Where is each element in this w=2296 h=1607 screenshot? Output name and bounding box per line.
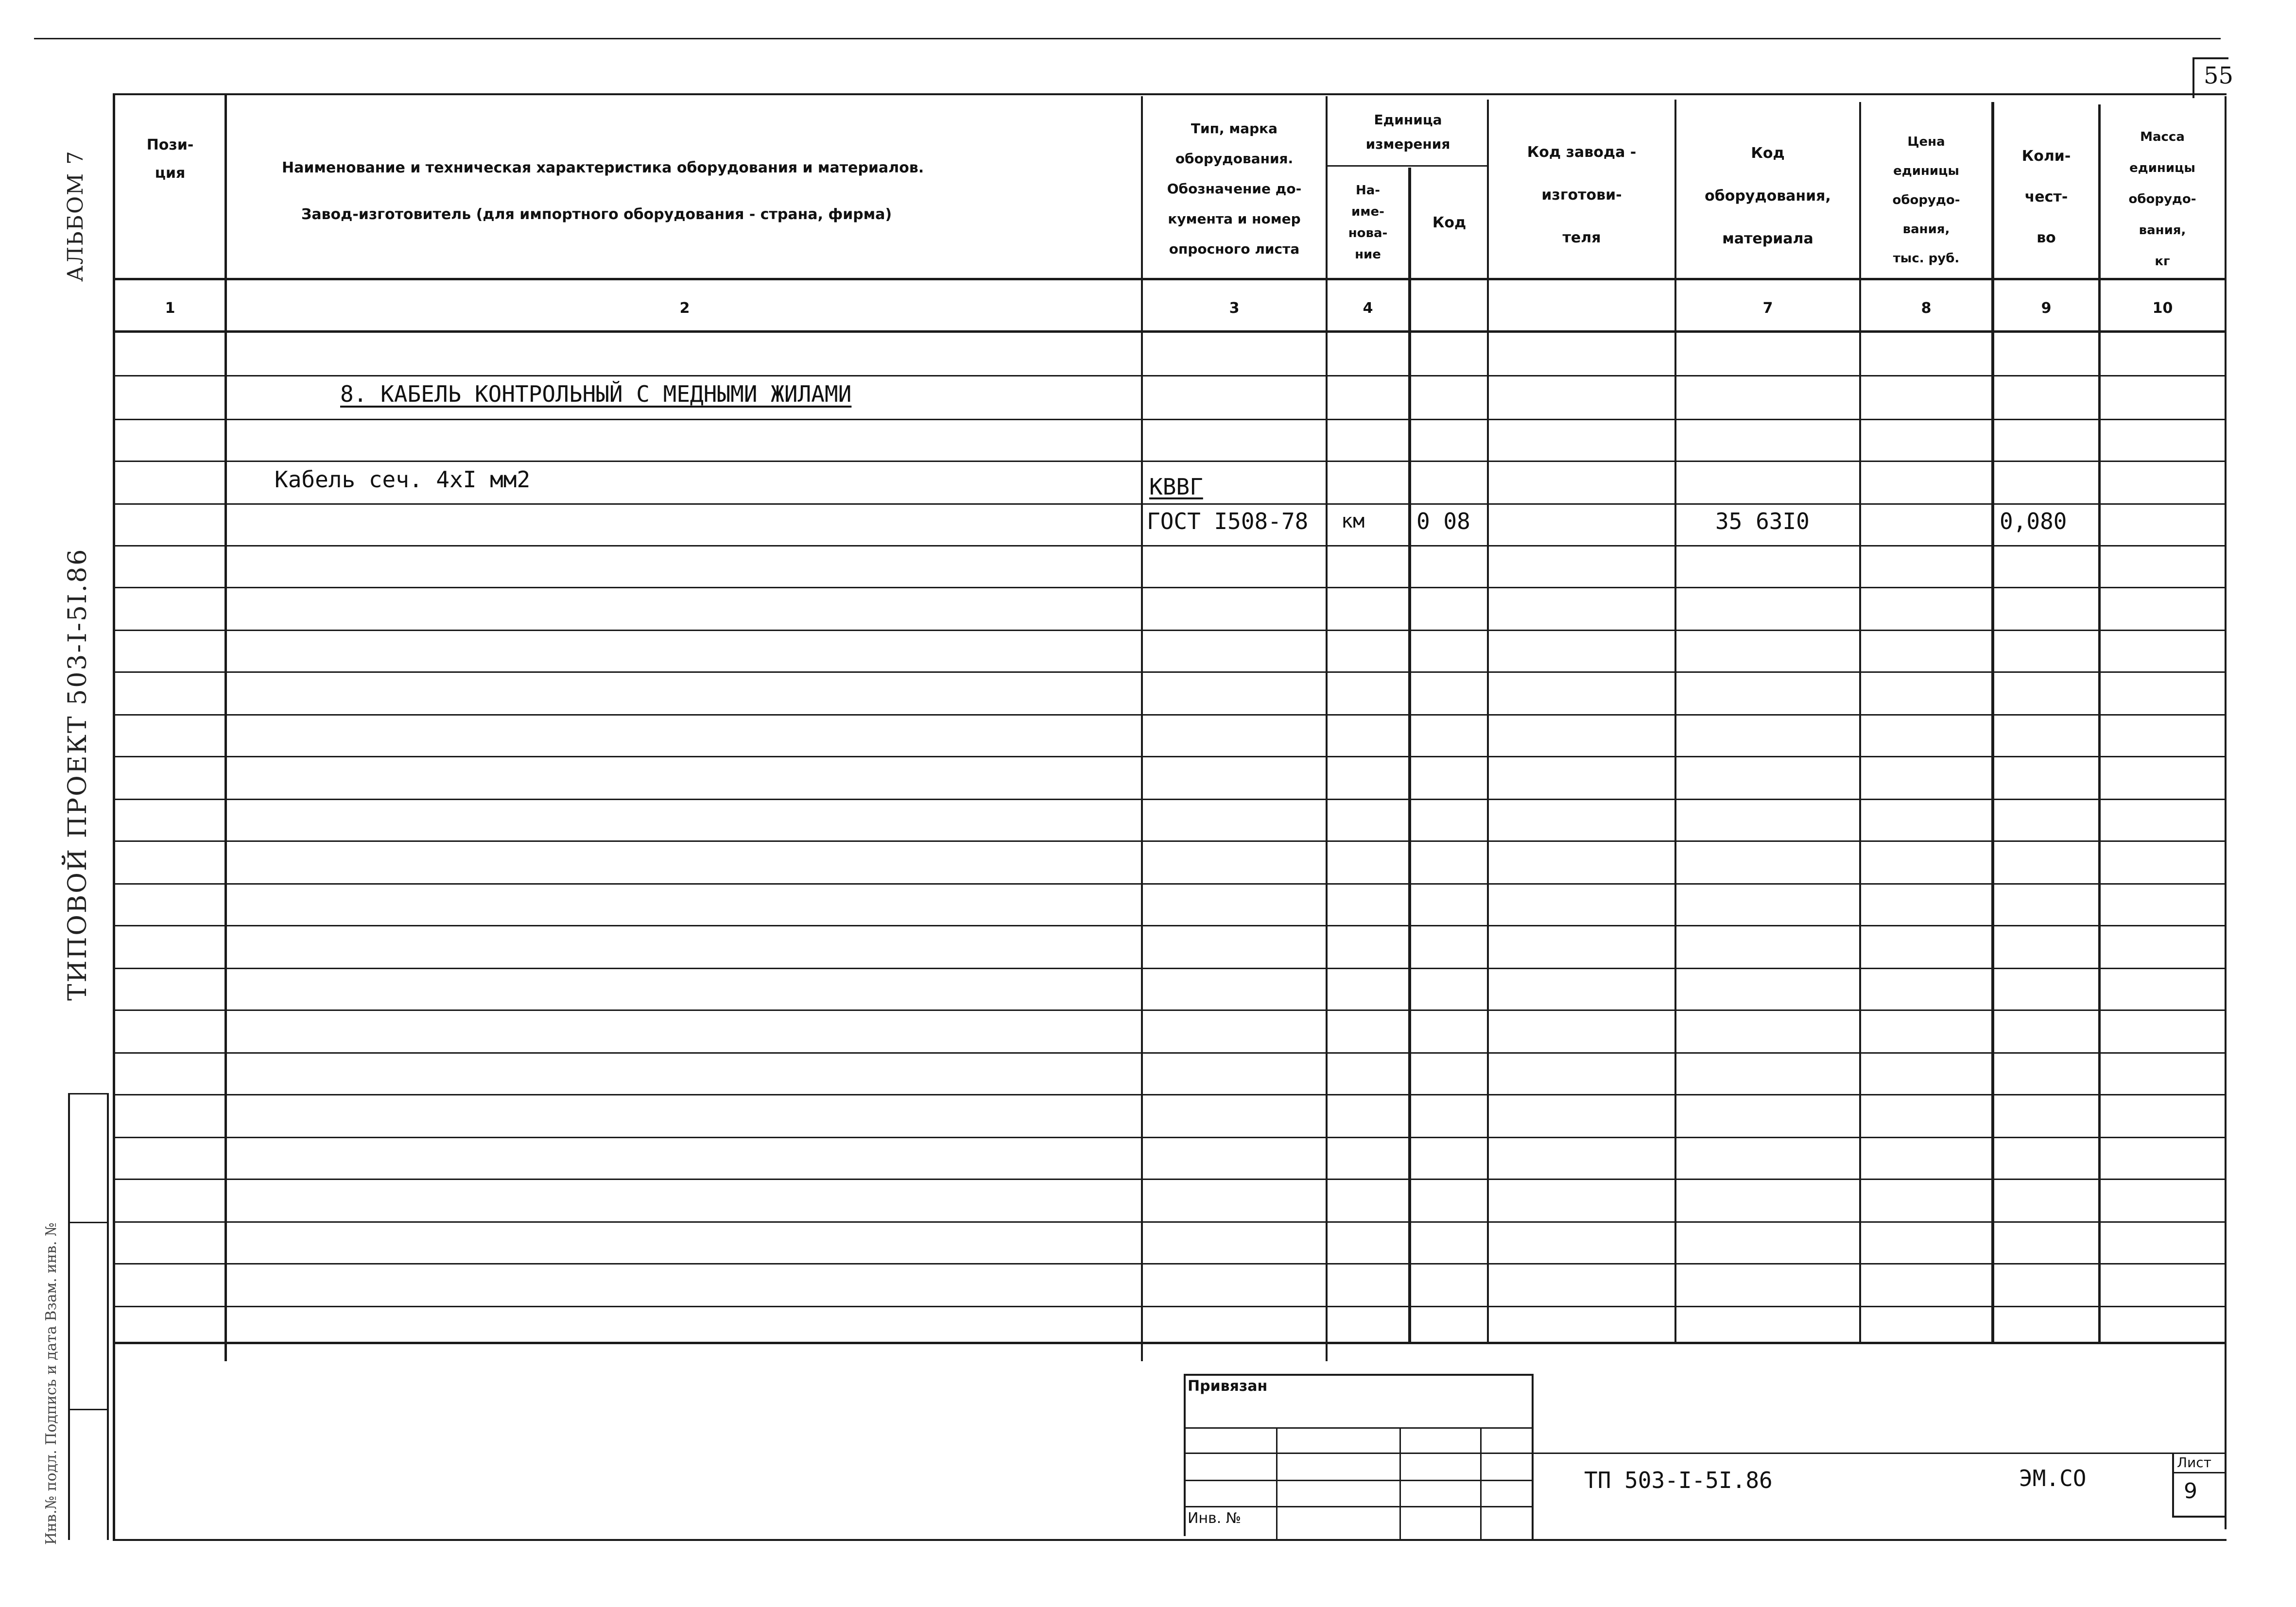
col-line-2	[1141, 96, 1143, 1361]
colnum-3: 3	[1229, 300, 1240, 317]
row-line	[113, 419, 2225, 420]
stamp-frame-right	[107, 1093, 109, 1540]
colnum-bottom	[113, 330, 2227, 333]
col-line-5	[1487, 100, 1489, 1343]
row-line	[113, 1179, 2225, 1180]
title-block-vline	[1532, 1374, 1534, 1539]
header-type: Тип, марка оборудования. Обозначение до- кумента и номер опросного листа	[1167, 120, 1302, 257]
row-line	[113, 375, 2225, 376]
item-unit-code: 0 08	[1416, 508, 1470, 534]
colnum-5	[1411, 291, 1487, 325]
row-line	[113, 799, 2225, 800]
header-mass: Масса единицы оборудо- вания, кг	[2128, 130, 2196, 269]
item-doc: ГОСТ I508-78	[1147, 508, 1309, 534]
row-line	[113, 840, 2225, 842]
sheet-label: Лист	[2177, 1454, 2211, 1470]
row-line	[113, 714, 2225, 716]
col-line-8	[1991, 102, 1994, 1343]
row-line	[113, 1221, 2225, 1223]
frame-bottom	[113, 1539, 2227, 1541]
header-unit-group: Единица измерения	[1365, 112, 1450, 152]
row-line	[113, 630, 2225, 631]
header-material-code: Код оборудования, материала	[1705, 145, 1831, 247]
table-top	[113, 93, 2227, 95]
stamp-frame-top	[68, 1093, 109, 1094]
row-line	[113, 883, 2225, 885]
item-type: КВВГ	[1149, 474, 1203, 500]
header-name: Наименование и техническая характеристика оборудования и материалов. Завод-изготовитель (для импортного оборудования - страна, фирма)	[282, 159, 924, 223]
col-line-3	[1326, 96, 1328, 1361]
album-label: АЛЬБОМ 7	[63, 150, 88, 282]
frame-right	[2225, 96, 2227, 1529]
colnum-1: 1	[165, 300, 175, 317]
row-line	[113, 461, 2225, 462]
header-unit-code: Код	[1432, 214, 1467, 231]
row-line	[113, 1052, 2225, 1054]
col-line-4	[1408, 168, 1411, 1343]
item-unit: км	[1341, 510, 1365, 532]
row-line	[113, 587, 2225, 588]
col-line-6	[1675, 100, 1676, 1343]
row-line	[113, 1306, 2225, 1307]
colnum-9: 9	[2041, 300, 2052, 317]
row-line	[113, 925, 2225, 926]
header-quantity: Коли- чест- во	[2021, 148, 2071, 246]
col-line-7	[1859, 102, 1861, 1343]
sheet-number-top: 55	[2204, 62, 2234, 89]
section-title: 8. КАБЕЛЬ КОНТРОЛЬНЫЙ С МЕДНЫМИ ЖИЛАМИ	[340, 381, 852, 407]
sheet-box-divider	[2172, 1472, 2226, 1473]
privyazan-label: Привязан	[1188, 1378, 1268, 1395]
colnum-7: 7	[1762, 300, 1773, 317]
row-line	[113, 968, 2225, 969]
row-line	[113, 671, 2225, 673]
header-position: Пози- ция	[146, 137, 194, 182]
colnum-8: 8	[1921, 300, 1932, 317]
tb-right-top	[1532, 1453, 2227, 1454]
header-unit-name: На- име- нова- ние	[1348, 183, 1388, 262]
tb-col-1	[1276, 1427, 1277, 1539]
doc-mark: ЭМ.СО	[2019, 1465, 2087, 1491]
stamp-frame-left	[68, 1093, 70, 1540]
header-price: Цена единицы оборудо- вания, тыс. руб.	[1892, 135, 1960, 266]
side-stamp-text: Инв.№ подл. Подпись и дата Взам. инв. №	[43, 1222, 60, 1545]
table-body-bottom	[113, 1342, 2225, 1344]
top-rule	[34, 38, 2221, 39]
header-factory-code: Код завода - изготови- теля	[1527, 144, 1637, 246]
sheet-value: 9	[2184, 1479, 2197, 1504]
row-line	[113, 503, 2225, 505]
item-name: Кабель сеч. 4хI мм2	[275, 466, 531, 493]
item-material-code: 35 63I0	[1715, 508, 1810, 534]
tb-col-3	[1480, 1427, 1482, 1539]
colnum-2: 2	[679, 300, 690, 317]
row-line	[113, 1094, 2225, 1095]
doc-code: ТП 503-I-5I.86	[1584, 1467, 1773, 1493]
colnum-10: 10	[2152, 300, 2173, 317]
row-line	[113, 1263, 2225, 1265]
header-bottom	[113, 278, 2227, 280]
inv-no-label: Инв. №	[1188, 1510, 1242, 1527]
row-line	[113, 1137, 2225, 1138]
frame-left	[113, 93, 115, 1541]
project-label: ТИПОВОЙ ПРОЕКТ 503-I-5I.86	[63, 547, 92, 1001]
colnum-6	[1489, 291, 1675, 325]
item-quantity: 0,080	[2000, 508, 2067, 534]
col-line-1	[224, 93, 227, 1361]
col-line-9	[2098, 104, 2101, 1343]
stamp-divider-2	[68, 1409, 109, 1410]
row-line	[113, 545, 2225, 547]
unit-group-divider	[1326, 165, 1488, 167]
row-line	[113, 756, 2225, 757]
colnum-4: 4	[1363, 300, 1373, 317]
tb-col-2	[1399, 1427, 1401, 1539]
row-line	[113, 1009, 2225, 1011]
stamp-divider-1	[68, 1222, 109, 1223]
